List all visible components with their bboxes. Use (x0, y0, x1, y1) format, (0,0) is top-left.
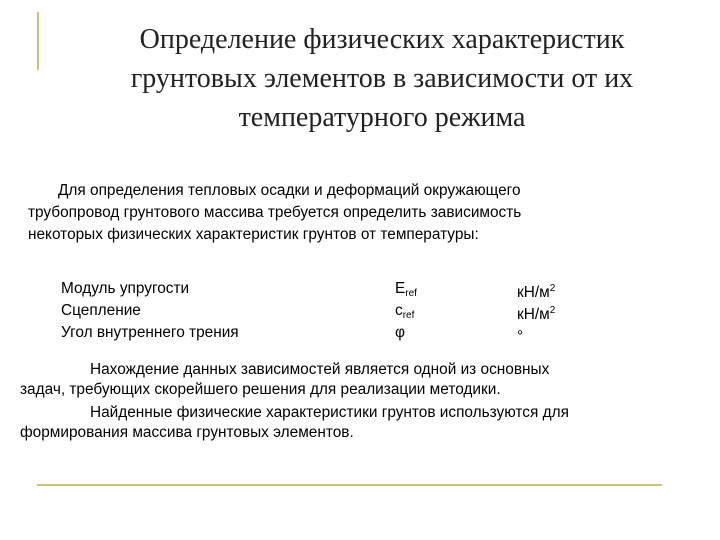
paragraph-1 (20, 360, 670, 400)
intro-line-3: некоторых физических характеристик грунтов от температуры: (28, 226, 479, 243)
paragraph-1-line-2: задач, требующих скорейшего решения для реализации методики. (20, 381, 501, 398)
param-symbol: φ (395, 324, 405, 341)
param-unit: $кН/м^2$ (517, 305, 556, 323)
param-name: Модуль упругости (61, 280, 190, 297)
param-unit: ° (517, 328, 524, 345)
param-symbol: $c_{ref}$ (395, 302, 415, 321)
param-row-cohesion (61, 300, 621, 322)
intro-line-2: трубопровод грунтового массива требуется определить зависимость (28, 204, 522, 221)
param-row-friction-angle (61, 322, 621, 344)
param-symbol: $E_{ref}$ (395, 280, 417, 299)
title-line-1: Определение физических характеристик (139, 24, 625, 55)
intro-paragraph (28, 180, 628, 246)
decorative-horizontal-line (37, 484, 662, 486)
paragraph-2 (20, 403, 670, 443)
slide-title (44, 20, 720, 137)
param-name: Сцепление (61, 302, 141, 319)
param-unit: $кН/м^2$ (517, 283, 556, 301)
paragraph-1-line-1: Нахождение данных зависимостей является одной из основных (90, 361, 550, 378)
param-row-elastic-modulus (61, 278, 621, 300)
decorative-vertical-line (37, 12, 39, 70)
title-line-2: грунтовых элементов в зависимости от их (130, 63, 634, 94)
param-name: Угол внутреннего трения (61, 324, 239, 341)
paragraph-2-line-2: формирования массива грунтовых элементов. (20, 424, 354, 441)
parameters-table (61, 278, 621, 344)
title-line-3: температурного режима (238, 102, 526, 133)
paragraph-2-line-1: Найденные физические характеристики грунтов используются для (90, 404, 569, 421)
intro-line-1: Для определения тепловых осадки и деформаций окружающего (58, 182, 521, 199)
